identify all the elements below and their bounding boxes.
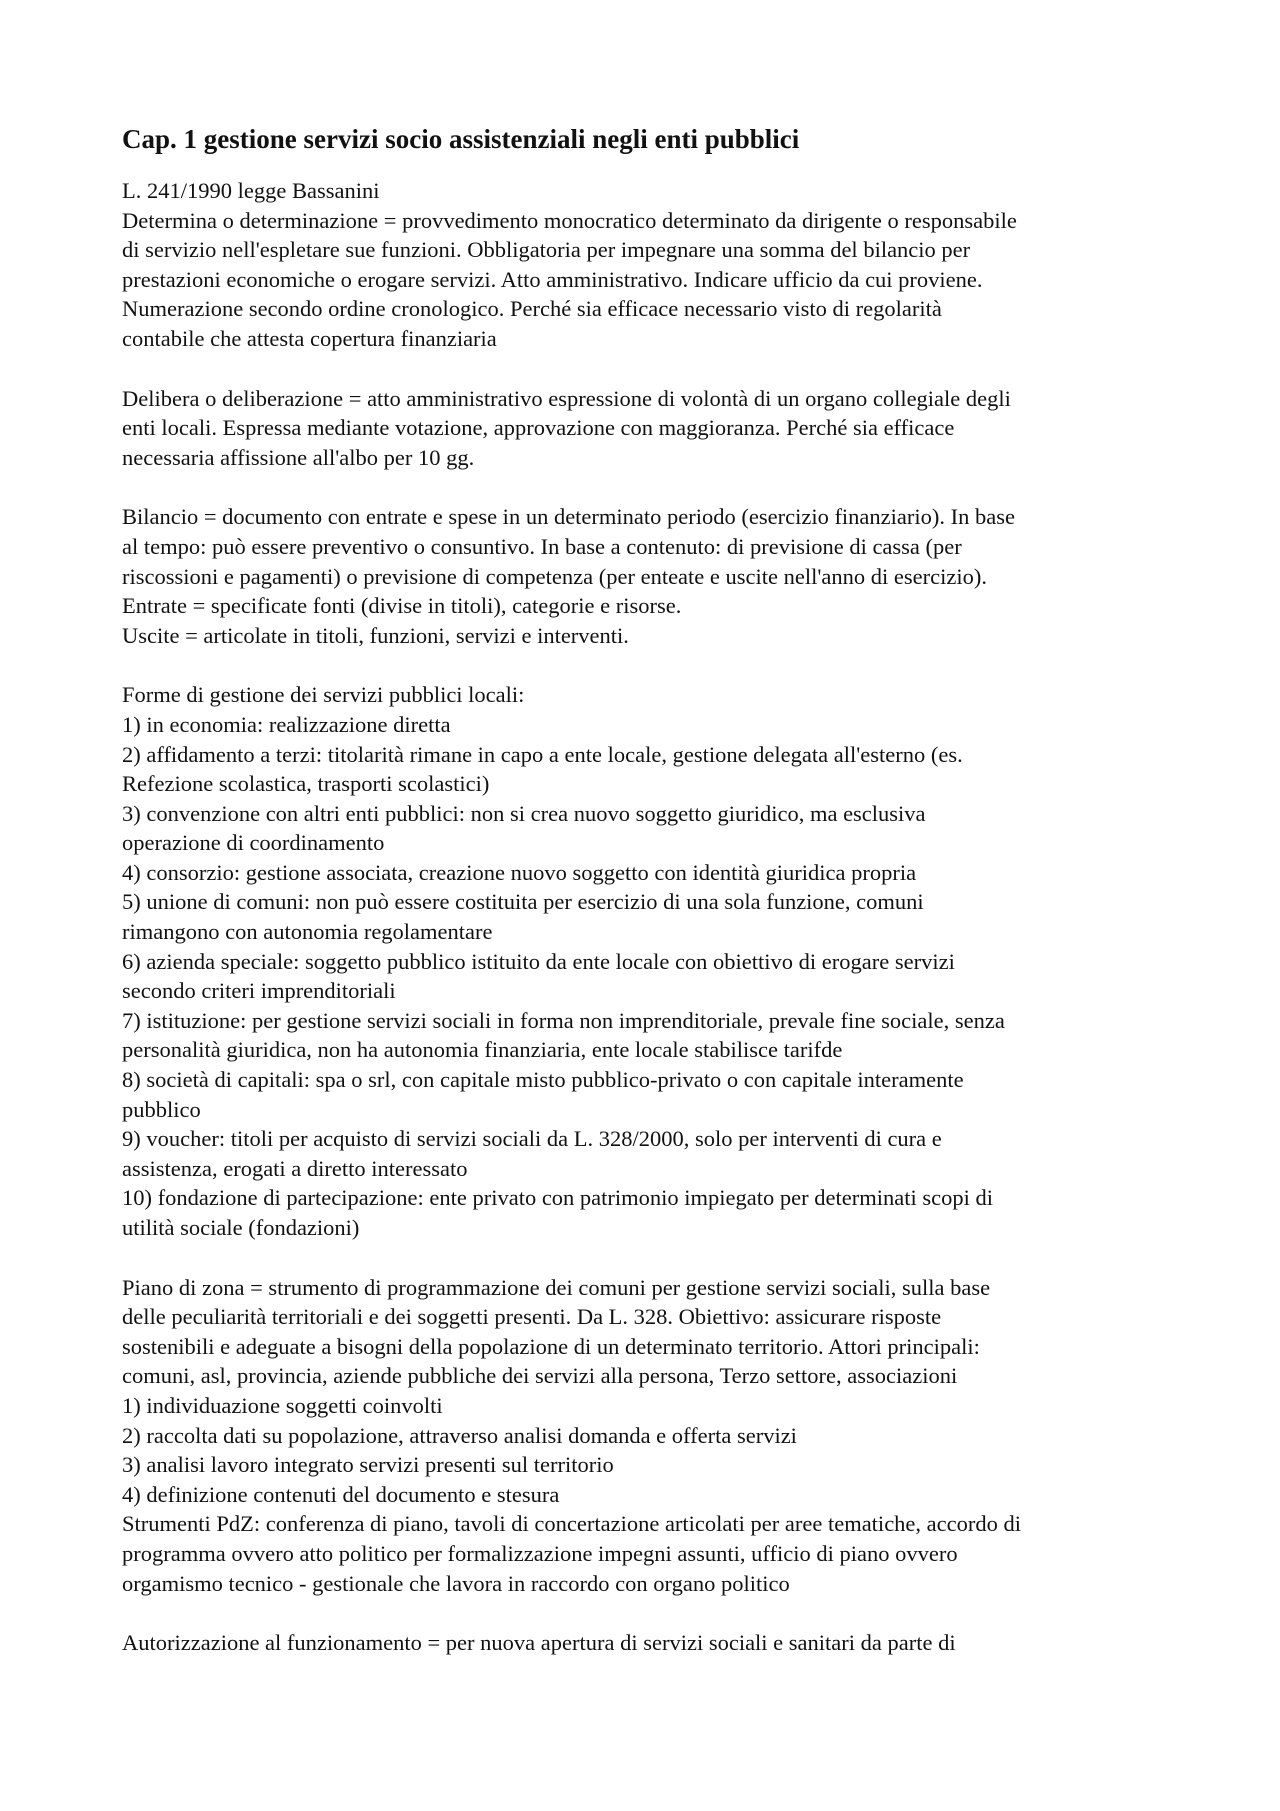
text-line: Numerazione secondo ordine cronologico. Perché sia efficace necessario visto di regolarità	[122, 296, 942, 322]
text-line: Determina o determinazione = provvedimento monocratico determinato da dirigente o responsabile	[122, 207, 1017, 233]
text-line: 1) individuazione soggetti coinvolti	[122, 1392, 443, 1418]
text-line: Strumenti PdZ: conferenza di piano, tavoli di concertazione articolati per aree tematiche, accordo di	[122, 1511, 1021, 1537]
text-line: delle peculiarità territoriali e dei soggetti presenti. Da L. 328. Obiettivo: assicurare risposte	[122, 1304, 942, 1330]
text-line: orgamismo tecnico - gestionale che lavora in raccordo con organo politico	[122, 1570, 790, 1596]
text-line: Autorizzazione al funzionamento = per nuova apertura di servizi sociali e sanitari da parte di	[122, 1630, 956, 1656]
text-line: Entrate = specificate fonti (divise in titoli), categorie e risorse.	[122, 593, 682, 619]
text-line: prestazioni economiche o erogare servizi. Atto amministrativo. Indicare ufficio da cui proviene.	[122, 266, 983, 292]
text-line: L. 241/1990 legge Bassanini	[122, 178, 380, 203]
text-line: 8) società di capitali: spa o srl, con capitale misto pubblico-privato o con capitale interamente	[122, 1067, 964, 1093]
text-line: utilità sociale (fondazioni)	[122, 1215, 360, 1240]
text-line: 4) consorzio: gestione associata, creazione nuovo soggetto con identità giuridica propria	[122, 859, 917, 885]
paragraph-block	[122, 680, 1160, 1242]
text-line: 4) definizione contenuti del documento e stesura	[122, 1481, 560, 1507]
text-line: al tempo: può essere preventivo o consuntivo. In base a contenuto: di previsione di cassa (per	[122, 533, 962, 559]
text-line: 3) analisi lavoro integrato servizi presenti sul territorio	[122, 1452, 614, 1478]
text-line: Forme di gestione dei servizi pubblici locali:	[122, 682, 525, 708]
paragraph-block	[122, 1628, 1160, 1658]
text-line: assistenza, erogati a diretto interessato	[122, 1155, 468, 1181]
text-line: necessaria affissione all'albo per 10 gg.	[122, 444, 475, 470]
text-line: secondo criteri imprenditoriali	[122, 978, 396, 1004]
text-line: 3) convenzione con altri enti pubblici: non si crea nuovo soggetto giuridico, ma esclusiva	[122, 800, 926, 826]
document-title: Cap. 1 gestione servizi socio assistenziali negli enti pubblici	[122, 124, 800, 154]
text-line: 2) affidamento a terzi: titolarità rimane in capo a ente locale, gestione delegata all'esterno (es.	[122, 741, 963, 767]
text-line: programma ovvero atto politico per formalizzazione impegni assunti, ufficio di piano ovvero	[122, 1540, 958, 1566]
text-line: di servizio nell'espletare sue funzioni. Obbligatoria per impegnare una somma del bilancio per	[122, 237, 971, 263]
text-line: operazione di coordinamento	[122, 830, 385, 856]
text-line: Delibera o deliberazione = atto amministrativo espressione di volontà di un organo collegiale degli	[122, 385, 1011, 411]
paragraph-block	[122, 176, 1160, 354]
paragraph-block	[122, 384, 1160, 473]
text-line: 10) fondazione di partecipazione: ente privato con patrimonio impiegato per determinati scopi di	[122, 1185, 993, 1211]
text-line: Bilancio = documento con entrate e spese in un determinato periodo (esercizio finanziario). In base	[122, 504, 1015, 530]
paragraph-block	[122, 502, 1160, 650]
text-line: 7) istituzione: per gestione servizi sociali in forma non imprenditoriale, prevale fine sociale, senza	[122, 1007, 1005, 1033]
text-line: 5) unione di comuni: non può essere costituita per esercizio di una sola funzione, comuni	[122, 889, 924, 915]
text-line: rimangono con autonomia regolamentare	[122, 919, 493, 945]
text-line: 9) voucher: titoli per acquisto di servizi sociali da L. 328/2000, solo per interventi di cura e	[122, 1126, 942, 1152]
paragraph-block	[122, 1273, 1160, 1599]
text-line: 6) azienda speciale: soggetto pubblico istituito da ente locale con obiettivo di erogare servizi	[122, 948, 955, 974]
text-line: Uscite = articolate in titoli, funzioni, servizi e interventi.	[122, 622, 629, 648]
text-line: enti locali. Espressa mediante votazione, approvazione con maggioranza. Perché sia efficace	[122, 415, 955, 441]
text-line: 2) raccolta dati su popolazione, attraverso analisi domanda e offerta servizi	[122, 1422, 797, 1448]
text-line: 1) in economia: realizzazione diretta	[122, 711, 451, 737]
text-line: pubblico	[122, 1096, 201, 1122]
text-line: sostenibili e adeguate a bisogni della popolazione di un determinato territorio. Attori principali:	[122, 1333, 980, 1359]
text-line: riscossioni e pagamenti) o previsione di competenza (per enteate e uscite nell'anno di esercizio).	[122, 563, 987, 589]
text-line: comuni, asl, provincia, aziende pubbliche dei servizi alla persona, Terzo settore, associazioni	[122, 1363, 958, 1389]
document-body	[122, 176, 1160, 1658]
text-line: personalità giuridica, non ha autonomia finanziaria, ente locale stabilisce tarifde	[122, 1037, 843, 1063]
text-line: contabile che attesta copertura finanziaria	[122, 325, 497, 351]
text-line: Refezione scolastica, trasporti scolastici)	[122, 771, 490, 797]
text-line: Piano di zona = strumento di programmazione dei comuni per gestione servizi sociali, sulla base	[122, 1274, 991, 1300]
